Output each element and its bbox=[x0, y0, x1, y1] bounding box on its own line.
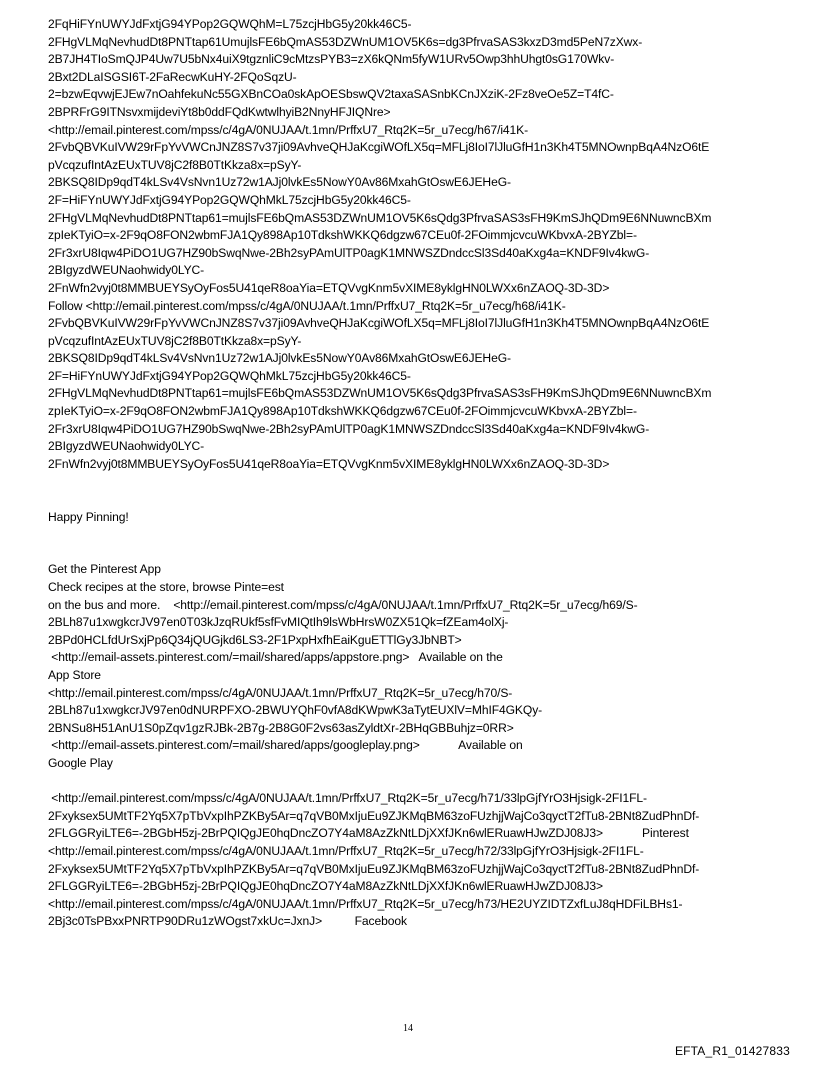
text-line: 2FnWfn2vyj0t8MMBUEYSyOyFos5U41qeR8oaYia=ETQVvgKnm5vXIME8yklgHN0LWXx6nZAOQ-3D-3D> bbox=[48, 456, 610, 471]
text-line: 2Fxyksex5UMtTF2Yq5X7pTbVxpIhPZKBy5Ar=q7qVB0MxIjuEu9ZJKMqBM63zoFUzhjjWajCo3qyctT2fTu8-2BNt8ZudPhnDf- bbox=[48, 861, 700, 876]
text-line: 2BKSQ8IDp9qdT4kLSv4VsNvn1Uz72w1AJj0lvkEs5NowY0Av86MxahGtOswE6JEHeG- bbox=[48, 175, 511, 190]
text-line: 2Fr3xrU8Iqw4PiDO1UG7HZ90bSwqNwe-2Bh2syPAmUlTP0agK1MNWSZDndccSl3Sd40aKxg4a=KNDF9Iv4kwG- bbox=[48, 245, 650, 260]
text-line: 2F=HiFYnUWYJdFxtjG94YPop2GQWQhMkL75zcjHbG5y20kk46C5- bbox=[48, 192, 411, 207]
text-line: <http://email-assets.pinterest.com/=mail/shared/apps/googleplay.png> Available on bbox=[48, 738, 523, 753]
text-line: zpIeKTyiO=x-2F9qO8FON2wbmFJA1Qy898Ap10TdkshWKKQ6dgzw67CEu0f-2FOimmjcvcuWKbvxA-2BYZbl=- bbox=[48, 228, 637, 243]
text-line: 2BIgyzdWEUNaohwidy0LYC- bbox=[48, 263, 205, 278]
text-line: 2=bzwEqvwjEJEw7nOahfekuNc55GXBnCOa0skApOESbswQV2taxaSASnbKCnJXziK-2Fz8veOe5Z=T4fC- bbox=[48, 87, 614, 102]
text-line: 2B7JH4TIoSmQJP4Uw7U5bNx4uiX9tgznliC9cMtzsPYB3=zX6kQNm5fyW1URv5Owp3hhUhgt0sG170Wkv- bbox=[48, 52, 615, 67]
text-line: <http://email-assets.pinterest.com/=mail/shared/apps/appstore.png> Available on the bbox=[48, 650, 503, 665]
text-line: 2BLh87u1xwgkcrJV97en0dNURPFXO-2BWUYQhF0vfA8dKWpwK3aTytEUXlV=MhIF4GKQy- bbox=[48, 703, 543, 718]
text-line: <http://email.pinterest.com/mpss/c/4gA/0NUJAA/t.1mn/PrffxU7_Rtq2K=5r_u7ecg/h67/i41K- bbox=[48, 122, 529, 137]
text-line: Get the Pinterest App bbox=[48, 562, 161, 577]
text-line: 2BLh87u1xwgkcrJV97en0T03kJzqRUkf5sfFvMIQtIh9lsWbHrsW0ZX51Qk=fZEam4olXj- bbox=[48, 615, 509, 630]
text-line: 2F=HiFYnUWYJdFxtjG94YPop2GQWQhMkL75zcjHbG5y20kk46C5- bbox=[48, 368, 411, 383]
text-line: 2BIgyzdWEUNaohwidy0LYC- bbox=[48, 439, 205, 454]
text-line: 2FLGGRyiLTE6=-2BGbH5zj-2BrPQIQgJE0hqDncZO7Y4aM8AzZkNtLDjXXfJKn6wlERuawHJwZDJ08J3> bbox=[48, 879, 603, 894]
text-line: <http://email.pinterest.com/mpss/c/4gA/0NUJAA/t.1mn/PrffxU7_Rtq2K=5r_u7ecg/h71/33lpGjfYrO3Hjsigk-2FI1FL- bbox=[48, 791, 647, 806]
text-line: 2Bj3c0TsPBxxPNRTP90DRu1zWOgst7xkUc=JxnJ> Facebook bbox=[48, 914, 407, 929]
text-line: 2Fxyksex5UMtTF2Yq5X7pTbVxpIhPZKBy5Ar=q7qVB0MxIjuEu9ZJKMqBM63zoFUzhjjWajCo3qyctT2fTu8-2BNt8ZudPhnDf- bbox=[48, 808, 700, 823]
text-line: pVcqzufIntAzEUxTUV8jC2f8B0TtKkza8x=pSyY- bbox=[48, 157, 302, 172]
text-line: 2FHgVLMqNevhudDt8PNTtap61UmujlsFE6bQmAS53DZWnUM1OV5K6s=dg3PfrvaSAS3kxzD3md5PeN7zXwx- bbox=[48, 34, 643, 49]
blank-line bbox=[48, 473, 792, 491]
text-line: <http://email.pinterest.com/mpss/c/4gA/0NUJAA/t.1mn/PrffxU7_Rtq2K=5r_u7ecg/h73/HE2UYZIDTZxfLuJ8qHDFiLBHs1- bbox=[48, 896, 683, 911]
text-line: Google Play bbox=[48, 755, 113, 770]
text-line: 2BNSu8H51AnU1S0pZqv1gzRJBk-2B7g-2B8G0F2vs63asZyldtXr-2BHqGBBuhjz=0RR> bbox=[48, 720, 514, 735]
text-line: Check recipes at the store, browse Pinte=est bbox=[48, 580, 284, 594]
text-line: 2BPd0HCLfdUrSxjPp6Q34jQUGjkd6LS3-2F1PxpHxfhEaiKguETTlGy3JbNBT> bbox=[48, 632, 462, 647]
text-line: 2FLGGRyiLTE6=-2BGbH5zj-2BrPQIQgJE0hqDncZO7Y4aM8AzZkNtLDjXXfJKn6wlERuawHJwZDJ08J3> Pinterest bbox=[48, 826, 689, 841]
blank-line bbox=[48, 526, 792, 544]
text-line: 2FqHiFYnUWYJdFxtjG94YPop2GQWQhM=L75zcjHbG5y20kk46C5- bbox=[48, 17, 412, 31]
text-line: 2FvbQBVKuIVW29rFpYvVWCnJNZ8S7v37ji09AvhveQHJaKcgiWOfLX5q=MFLj8IoI7lJluGfH1n3Kh4T5MNOwnpBqA4NzO6tE bbox=[48, 316, 710, 331]
text-line: zpIeKTyiO=x-2F9qO8FON2wbmFJA1Qy898Ap10TdkshWKKQ6dgzw67CEu0f-2FOimmjcvcuWKbvxA-2BYZbl=- bbox=[48, 404, 637, 419]
text-line: App Store bbox=[48, 667, 101, 682]
text-line: <http://email.pinterest.com/mpss/c/4gA/0NUJAA/t.1mn/PrffxU7_Rtq2K=5r_u7ecg/h72/33lpGjfYrO3Hjsigk-2FI1FL- bbox=[48, 843, 644, 858]
document-id: EFTA_R1_01427833 bbox=[674, 1044, 790, 1058]
document-body bbox=[48, 16, 792, 931]
page-number: 14 bbox=[403, 1023, 413, 1034]
text-line: Follow <http://email.pinterest.com/mpss/c/4gA/0NUJAA/t.1mn/PrffxU7_Rtq2K=5r_u7ecg/h68/i41K- bbox=[48, 298, 566, 313]
text-line: 2FnWfn2vyj0t8MMBUEYSyOyFos5U41qeR8oaYia=ETQVvgKnm5vXIME8yklgHN0LWXx6nZAOQ-3D-3D> bbox=[48, 280, 610, 295]
text-line: 2FHgVLMqNevhudDt8PNTtap61=mujlsFE6bQmAS53DZWnUM1OV5K6sQdg3PfrvaSAS3sFH9KmSJhQDm9E6NNuwncBXm bbox=[48, 210, 712, 225]
text-line: <http://email.pinterest.com/mpss/c/4gA/0NUJAA/t.1mn/PrffxU7_Rtq2K=5r_u7ecg/h70/S- bbox=[48, 685, 513, 700]
text-line: 2FvbQBVKuIVW29rFpYvVWCnJNZ8S7v37ji09AvhveQHJaKcgiWOfLX5q=MFLj8IoI7lJluGfH1n3Kh4T5MNOwnpBqA4NzO6tE bbox=[48, 140, 710, 155]
blank-line bbox=[48, 773, 792, 791]
blank-line bbox=[48, 491, 792, 509]
text-line: Happy Pinning! bbox=[48, 509, 129, 524]
text-line: 2Bxt2DLaISGSI6T-2FaRecwKuHY-2FQoSqzU- bbox=[48, 69, 297, 84]
text-line: 2Fr3xrU8Iqw4PiDO1UG7HZ90bSwqNwe-2Bh2syPAmUlTP0agK1MNWSZDndccSl3Sd40aKxg4a=KNDF9Iv4kwG- bbox=[48, 421, 650, 436]
blank-line bbox=[48, 544, 792, 562]
text-line: 2BKSQ8IDp9qdT4kLSv4VsNvn1Uz72w1AJj0lvkEs5NowY0Av86MxahGtOswE6JEHeG- bbox=[48, 351, 511, 366]
text-line: 2FHgVLMqNevhudDt8PNTtap61=mujlsFE6bQmAS53DZWnUM1OV5K6sQdg3PfrvaSAS3sFH9KmSJhQDm9E6NNuwncBXm bbox=[48, 386, 712, 401]
text-line: pVcqzufIntAzEUxTUV8jC2f8B0TtKkza8x=pSyY- bbox=[48, 333, 302, 348]
text-line: on the bus and more. <http://email.pinterest.com/mpss/c/4gA/0NUJAA/t.1mn/PrffxU7_Rtq2K=5r_u7ecg/h69/S- bbox=[48, 597, 638, 612]
text-line: 2BPRFrG9ITNsvxmijdeviYt8b0ddFQdKwtwlhyiB2NnyHFJIQNre> bbox=[48, 104, 391, 119]
